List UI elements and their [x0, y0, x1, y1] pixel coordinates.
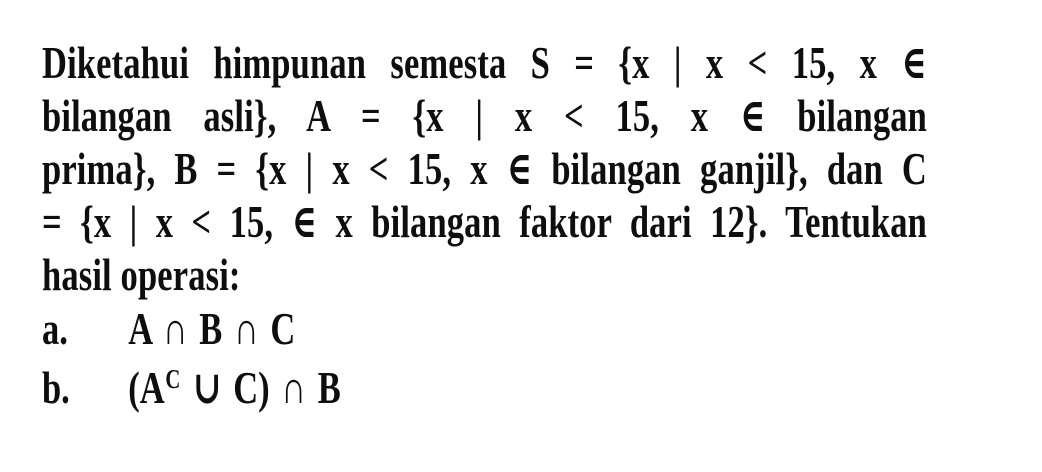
- problem-line-4: = {x | x < 15, ∈ x bilangan faktor dari 12}. Tentukan: [42, 196, 927, 247]
- operations-list: [42, 304, 927, 413]
- item-b-formula-pre: (A: [128, 362, 165, 414]
- item-a-label: a.: [42, 303, 68, 354]
- item-a-formula: A ∩ B ∩ C: [128, 303, 296, 354]
- item-b-formula-post: ∪ C) ∩ B: [181, 362, 341, 414]
- complement-superscript: C: [165, 363, 181, 394]
- problem-line-2: bilangan asli}, A = {x | x < 15, x ∈ bilangan: [42, 90, 927, 141]
- item-b-formula: [128, 354, 340, 413]
- item-b-label: b.: [42, 362, 70, 414]
- list-item-a: [42, 304, 927, 354]
- problem-line-5: hasil operasi:: [42, 249, 241, 300]
- problem-line-1: Diketahui himpunan semesta S = {x | x < 15, x ∈: [42, 37, 927, 88]
- list-item-b: [42, 354, 927, 413]
- problem-text-block: [42, 36, 927, 413]
- problem-line-3: prima}, B = {x | x < 15, x ∈ bilangan ganjil}, dan C: [42, 143, 927, 194]
